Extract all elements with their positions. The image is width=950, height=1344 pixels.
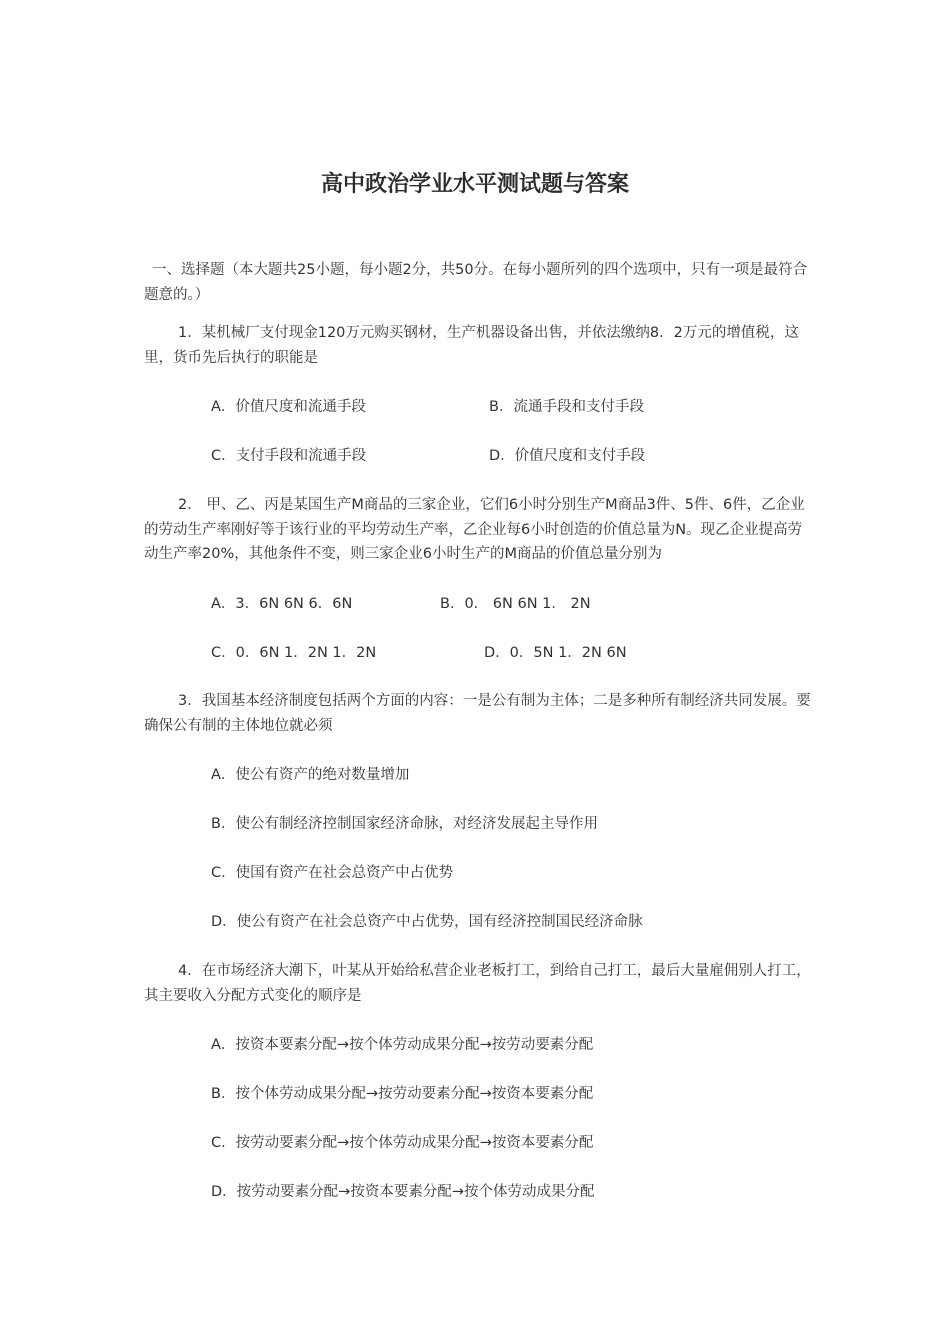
question-1-option-b: B．流通手段和支付手段 — [489, 399, 644, 415]
question-3-option-c: C．使国有资产在社会总资产中占优势 — [211, 865, 454, 881]
question-4-option-a: A．按资本要素分配→按个体劳动成果分配→按劳动要素分配 — [211, 1037, 594, 1053]
question-2-option-d: D．0．5N 1．2N 6N — [484, 645, 627, 661]
question-3-option-b: B．使公有制经济控制国家经济命脉，对经济发展起主导作用 — [211, 816, 598, 832]
question-4-option-b: B．按个体劳动成果分配→按劳动要素分配→按资本要素分配 — [211, 1086, 594, 1102]
question-1-option-a: A．价值尺度和流通手段 — [211, 399, 366, 415]
question-1-option-d: D．价值尺度和支付手段 — [489, 448, 646, 464]
document-title: 高中政治学业水平测试题与答案 — [320, 172, 629, 197]
question-2-option-b: B．0． 6N 6N 1． 2N — [440, 596, 591, 612]
question-3-option-a: A．使公有资产的绝对数量增加 — [211, 767, 410, 783]
question-2-option-a: A．3．6N 6N 6．6N — [211, 596, 353, 612]
question-2-stem: 2． 甲、乙、丙是某国生产M商品的三家企业，它们6小时分别生产M商品3件、5件、6件，乙企业的劳动生产率刚好等于该行业的平均劳动生产率，乙企业每6小时创造的价值总量为N。现乙企业提高劳动生产率20%，其他条件不变，则三家企业6小时生产的M商品的价值总量分别为 — [144, 497, 805, 562]
question-1-option-c: C．支付手段和流通手段 — [211, 448, 367, 464]
question-3-stem: 3．我国基本经济制度包括两个方面的内容：一是公有制为主体；二是多种所有制经济共同发展。要确保公有制的主体地位就必须 — [144, 693, 811, 734]
question-2-option-c: C．0．6N 1．2N 1．2N — [211, 645, 377, 661]
question-4-option-c: C．按劳动要素分配→按个体劳动成果分配→按资本要素分配 — [211, 1135, 594, 1151]
question-1-stem: 1．某机械厂支付现金120万元购买钢材，生产机器设备出售，并依法缴纳8．2万元的增值税，这里，货币先后执行的职能是 — [144, 325, 799, 366]
question-3-option-d: D．使公有资产在社会总资产中占优势，国有经济控制国民经济命脉 — [211, 914, 643, 930]
question-4-stem: 4．在市场经济大潮下，叶某从开始给私营企业老板打工，到给自己打工，最后大量雇佣别人打工，其主要收入分配方式变化的顺序是 — [144, 963, 811, 1004]
section-instruction: 一、选择题（本大题共25小题，每小题2分，共50分。在每小题所列的四个选项中，只有一项是最符合题意的。） — [144, 262, 808, 303]
question-4-option-d: D．按劳动要素分配→按资本要素分配→按个体劳动成果分配 — [211, 1184, 595, 1200]
